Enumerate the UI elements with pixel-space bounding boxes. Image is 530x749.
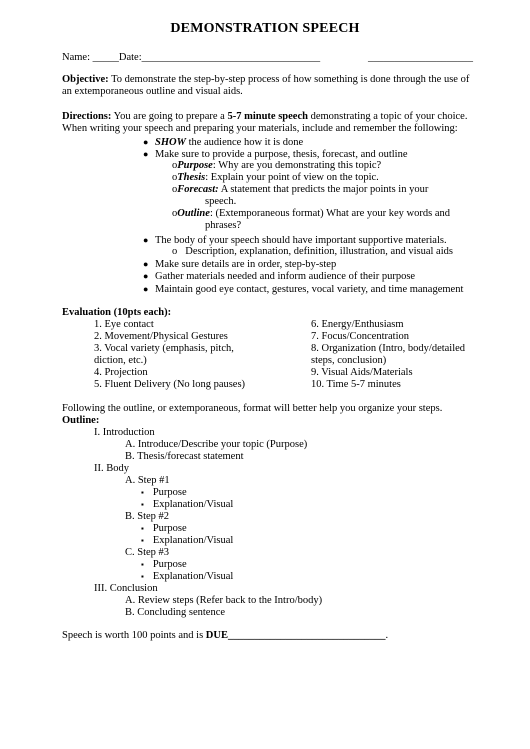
name-blank[interactable]: _____ <box>92 52 119 63</box>
directions-line-2: When writing your speech and preparing your materials, include and remember the following: <box>62 123 458 134</box>
step1-purpose <box>141 487 187 499</box>
circle-bullet-icon: o <box>172 184 178 195</box>
eval-left-1: 1. Eye contact <box>94 319 154 330</box>
eval-left-4: 4. Projection <box>94 367 148 378</box>
forecast-continuation: speech. <box>205 196 237 207</box>
sub-item-forecast <box>172 184 428 196</box>
eval-left-3: 3. Vocal variety (emphasis, pitch, <box>94 343 234 354</box>
outline-intro-text: Following the outline, or extemporaneous, format will better help you organize your steps. <box>62 403 443 414</box>
show-bold: SHOW <box>155 137 186 148</box>
due-period: . <box>385 630 389 641</box>
body-sub-text: Description, explanation, definition, illustration, and visual aids <box>185 246 453 257</box>
due-date-blank[interactable]: ______________________________ <box>227 630 386 641</box>
bullet-icon: ▪ <box>141 488 144 497</box>
date-blank[interactable]: __________________________________ <box>141 52 321 63</box>
details-text: Make sure details are in order, step-by-step <box>155 259 337 270</box>
gather-text: Gather materials needed and inform audience of their purpose <box>155 271 416 282</box>
purpose-label: Purpose <box>152 523 187 534</box>
sub-item-purpose <box>172 160 381 172</box>
body-text: The body of your speech should have important supportive materials. <box>155 235 447 246</box>
due-label: DUE <box>205 630 228 641</box>
bullet-icon: ▪ <box>141 524 144 533</box>
outline-heading: Outline: <box>62 415 100 426</box>
eval-right-8: 8. Organization (Intro, body/detailed <box>311 343 466 354</box>
circle-bullet-icon: o <box>172 160 178 171</box>
bullet-icon: ● <box>143 149 149 159</box>
step3-purpose <box>141 559 187 571</box>
outline-step-3: C. Step #3 <box>125 547 170 558</box>
thesis-label: Thesis <box>177 172 206 183</box>
purpose-label: Purpose <box>152 487 187 498</box>
name-date-line <box>62 52 320 64</box>
objective-line-1 <box>62 74 469 86</box>
step2-purpose <box>141 523 187 535</box>
date-label: Date: <box>118 52 142 63</box>
bullet-icon: ● <box>143 284 149 294</box>
outline-label: Outline <box>177 208 210 219</box>
explanation-label: Explanation/Visual <box>152 535 234 546</box>
objective-label: Objective: <box>62 74 109 85</box>
show-rest: the audience how it is done <box>185 137 304 148</box>
directions-label: Directions: <box>62 111 112 122</box>
thesis-text: : Explain your point of view on the topic. <box>205 172 379 183</box>
outline-ii: II. Body <box>94 463 129 474</box>
purpose-label: Purpose <box>177 160 213 171</box>
sub-item-thesis <box>172 172 379 184</box>
outline-iii: III. Conclusion <box>94 583 158 594</box>
outline-i-b: B. Thesis/forecast statement <box>125 451 244 462</box>
bullet-icon: ▪ <box>141 572 144 581</box>
bullet-icon: ▪ <box>141 560 144 569</box>
page-title: DEMONSTRATION SPEECH <box>170 21 360 36</box>
purpose-text: : Why are you demonstrating this topic? <box>212 160 382 171</box>
circle-bullet-icon: o <box>172 246 178 257</box>
eval-left-2: 2. Movement/Physical Gestures <box>94 331 228 342</box>
bullet-icon: ▪ <box>141 536 144 545</box>
outline-step-1: A. Step #1 <box>125 475 170 486</box>
name-label: Name: <box>62 52 93 63</box>
circle-bullet-icon: o <box>172 208 178 219</box>
directions-text-a: You are going to prepare a <box>111 111 228 122</box>
eval-left-5: 5. Fluent Delivery (No long pauses) <box>94 379 246 390</box>
directions-line-1 <box>62 111 467 123</box>
eval-left-3b: diction, etc.) <box>94 355 147 366</box>
sub-item-outline <box>172 208 450 220</box>
bullet-icon: ● <box>143 271 149 281</box>
directions-text-c: demonstrating a topic of your choice. <box>307 111 468 122</box>
step3-explanation <box>141 571 233 583</box>
speech-length: 5-7 minute speech <box>227 111 308 122</box>
objective-text-1: To demonstrate the step-by-step process of how something is done through the use of <box>108 74 470 85</box>
outline-step-2: B. Step #2 <box>125 511 170 522</box>
body-sub-item <box>172 246 453 258</box>
outline-iii-a: A. Review steps (Refer back to the Intro/body) <box>125 595 323 606</box>
step1-explanation <box>141 499 233 511</box>
eval-right-7: 7. Focus/Concentration <box>311 331 409 342</box>
maintain-text: Maintain good eye contact, gestures, vocal variety, and time management <box>155 284 464 295</box>
outline-continuation: phrases? <box>205 220 242 231</box>
list-item-gather <box>143 270 415 283</box>
outline-iii-b: B. Concluding sentence <box>125 607 226 618</box>
outline-i-a: A. Introduce/Describe your topic (Purpose) <box>125 439 308 450</box>
bullet-icon: ● <box>143 137 149 147</box>
extra-blank[interactable]: ____________________ <box>368 52 473 63</box>
circle-bullet-icon: o <box>172 172 178 183</box>
explanation-label: Explanation/Visual <box>152 571 234 582</box>
list-item-maintain <box>143 283 463 296</box>
purpose-label: Purpose <box>152 559 187 570</box>
bullet-icon: ▪ <box>141 500 144 509</box>
forecast-label: Forecast: <box>177 184 219 195</box>
eval-right-9: 9. Visual Aids/Materials <box>311 367 413 378</box>
eval-right-8b: steps, conclusion) <box>311 355 387 366</box>
step2-explanation <box>141 535 233 547</box>
eval-right-6: 6. Energy/Enthusiasm <box>311 319 404 330</box>
bullet-icon: ● <box>143 235 149 245</box>
bullet-icon: ● <box>143 259 149 269</box>
due-text: Speech is worth 100 points and is <box>62 630 206 641</box>
eval-right-10: 10. Time 5-7 minutes <box>311 379 401 390</box>
forecast-text: A statement that predicts the major points in your <box>218 184 429 195</box>
evaluation-heading: Evaluation (10pts each): <box>62 307 172 318</box>
outline-text: : (Extemporaneous format) What are your key words and <box>209 208 450 219</box>
objective-line-2: an extemporaneous outline and visual aids. <box>62 86 243 97</box>
due-line <box>62 630 388 642</box>
provide-text: Make sure to provide a purpose, thesis, forecast, and outline <box>155 149 408 160</box>
outline-i: I. Introduction <box>94 427 155 438</box>
explanation-label: Explanation/Visual <box>152 499 234 510</box>
